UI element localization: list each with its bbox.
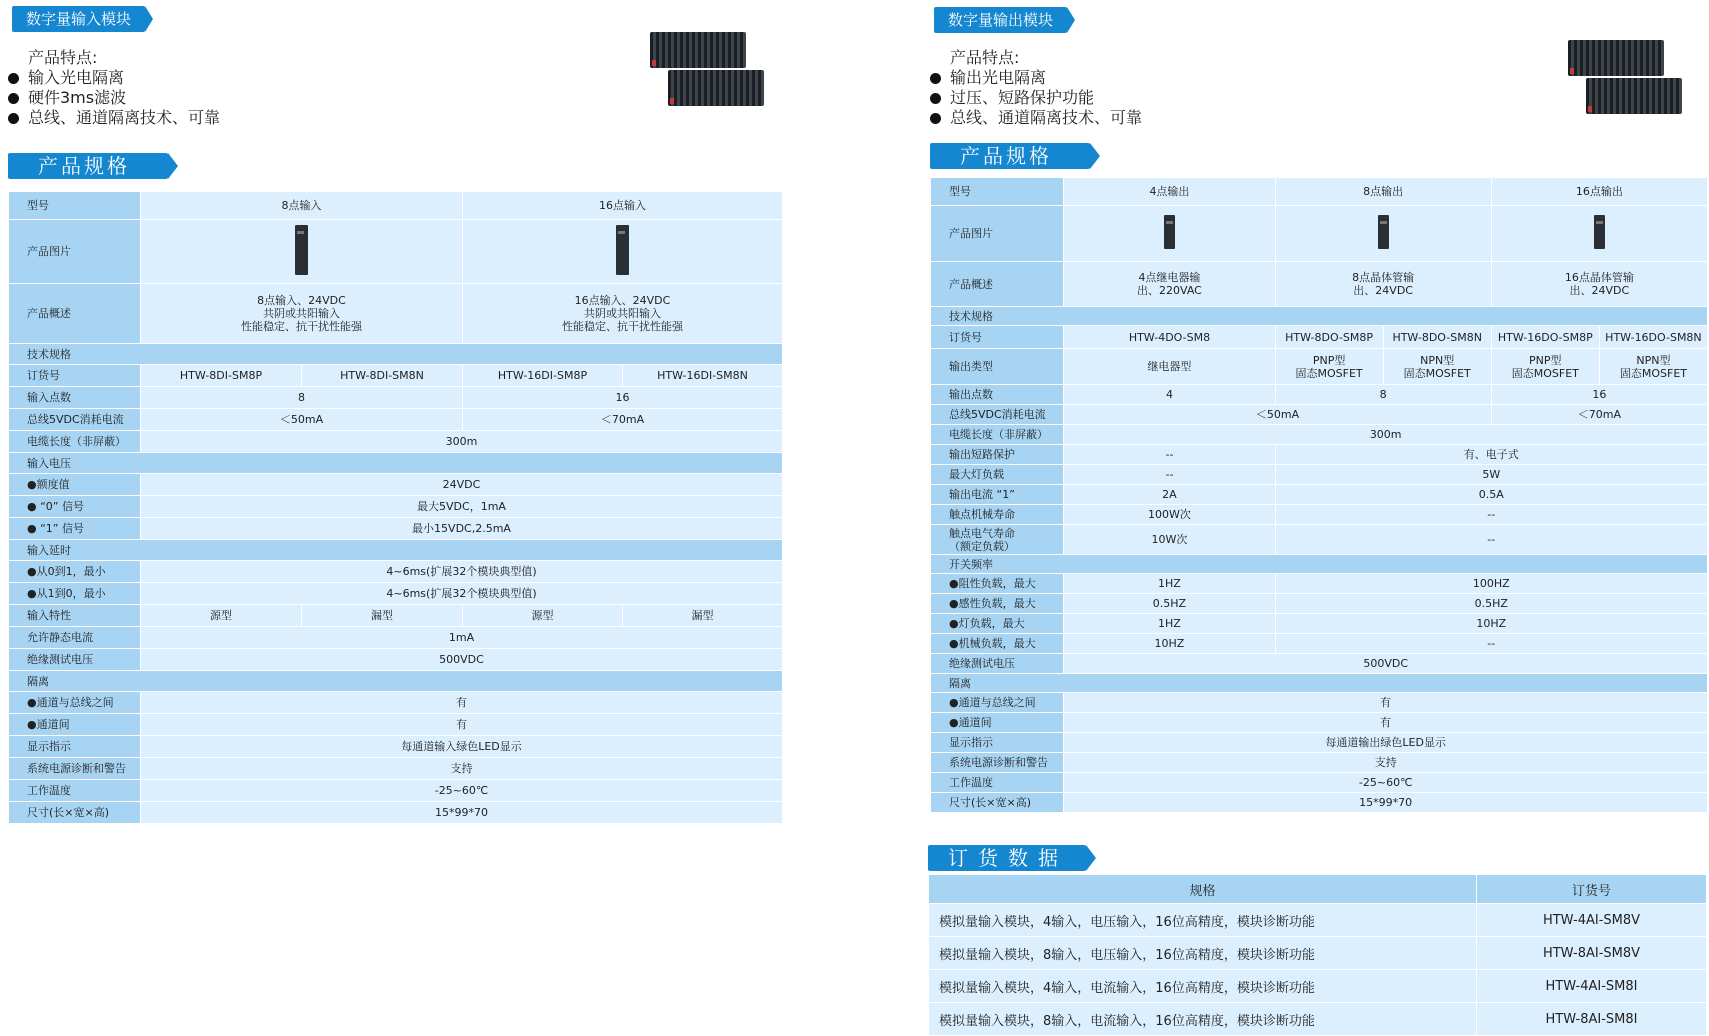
section-label: 隔离 [9, 671, 783, 692]
order-spec: 模拟量输入模块，8输入，电压输入，16位高精度，模块诊断功能 [929, 937, 1477, 970]
order-spec: 模拟量输入模块，4输入，电压输入，16位高精度，模块诊断功能 [929, 904, 1477, 937]
type-line: 固态MOSFET [1619, 366, 1687, 380]
order-cell: HTW-16DO-SM8P [1491, 326, 1599, 349]
row-label: 产品概述 [9, 284, 141, 344]
model-cell: 4点输出 [1064, 178, 1275, 206]
value-cell: 8 [141, 387, 463, 409]
value-cell: 每通道输入绿色LED显示 [141, 736, 783, 758]
type-line: PNP型 [1529, 353, 1562, 367]
order-data-header: 订货数据 [928, 845, 1086, 871]
device-icon [616, 225, 629, 275]
row-label: 型号 [931, 178, 1064, 206]
order-cell: HTW-4DO-SM8 [1064, 326, 1275, 349]
row-label: 输出类型 [931, 349, 1064, 385]
value-cell [1491, 349, 1599, 385]
row-label: 系统电源诊断和警告 [931, 753, 1064, 773]
value-cell: 源型 [463, 605, 623, 627]
model-cell: 8点输入 [141, 192, 463, 220]
row-label [931, 525, 1064, 555]
row-label: ●从0到1，最小 [9, 561, 141, 583]
value-cell: -25~60℃ [1064, 773, 1708, 793]
row-label: 绝缘测试电压 [9, 649, 141, 671]
row-label: 绝缘测试电压 [931, 654, 1064, 674]
row-label: 尺寸(长×宽×高) [931, 793, 1064, 813]
value-cell: 16 [463, 387, 783, 409]
value-cell: 300m [141, 431, 783, 453]
device-icon [1378, 215, 1389, 249]
value-cell: 0.5HZ [1064, 594, 1275, 614]
value-cell: 10HZ [1275, 614, 1707, 634]
row-label: 输出电流 “1” [931, 485, 1064, 505]
value-cell: -- [1275, 505, 1707, 525]
row-label: ●机械负载，最大 [931, 634, 1064, 654]
row-label: 系统电源诊断和警告 [9, 758, 141, 780]
value-cell: 10HZ [1064, 634, 1275, 654]
value-cell: 24VDC [141, 474, 783, 496]
value-cell: 有 [141, 714, 783, 736]
table-row [929, 937, 1707, 970]
desc-line: 8点晶体管输 [1352, 271, 1415, 284]
value-cell: 最大5VDC，1mA [141, 496, 783, 518]
device-icon [1594, 215, 1605, 249]
value-cell: 1HZ [1064, 574, 1275, 594]
desc-line: 16点晶体管输 [1564, 271, 1634, 284]
desc-cell [1275, 262, 1491, 307]
value-cell: 15*99*70 [141, 802, 783, 824]
row-label: ●从1到0，最小 [9, 583, 141, 605]
section-label: 输入延时 [9, 540, 783, 561]
row-label: ●通道间 [9, 714, 141, 736]
value-cell: 100W次 [1064, 505, 1275, 525]
order-col-header: 订货号 [1477, 875, 1707, 904]
type-line: NPN型 [1420, 353, 1455, 367]
order-data-table [928, 874, 1707, 1036]
value-cell: 1HZ [1064, 614, 1275, 634]
output-spec-table [930, 177, 1708, 813]
row-label: 工作温度 [931, 773, 1064, 793]
type-line: 固态MOSFET [1511, 366, 1579, 380]
row-label: ●灯负载，最大 [931, 614, 1064, 634]
value-cell: 4 [1064, 385, 1275, 405]
value-cell: 有 [1064, 693, 1708, 713]
order-cell: HTW-16DO-SM8N [1599, 326, 1707, 349]
type-line: 固态MOSFET [1295, 366, 1363, 380]
input-spec-table [8, 191, 783, 824]
type-line: 固态MOSFET [1403, 366, 1471, 380]
row-label: 产品图片 [931, 206, 1064, 262]
row-label: 订货号 [931, 326, 1064, 349]
product-picture [1064, 206, 1275, 262]
order-code: HTW-4AI-SM8I [1477, 970, 1707, 1003]
value-cell: 8 [1275, 385, 1491, 405]
order-code: HTW-8AI-SM8I [1477, 1003, 1707, 1036]
row-label: 尺寸(长×宽×高) [9, 802, 141, 824]
value-cell: ＜70mA [1491, 405, 1707, 425]
value-cell: 继电器型 [1064, 349, 1275, 385]
desc-line: 性能稳定、抗干扰性能强 [562, 320, 683, 333]
value-cell: 最小15VDC,2.5mA [141, 518, 783, 540]
row-label: 型号 [9, 192, 141, 220]
order-spec: 模拟量输入模块，4输入，电流输入，16位高精度，模块诊断功能 [929, 970, 1477, 1003]
desc-line: 性能稳定、抗干扰性能强 [241, 320, 362, 333]
product-picture [1491, 206, 1707, 262]
value-cell: 4~6ms(扩展32个模块典型值) [141, 583, 783, 605]
value-cell: 2A [1064, 485, 1275, 505]
row-label: 输出点数 [931, 385, 1064, 405]
order-code: HTW-8AI-SM8V [1477, 937, 1707, 970]
order-cell: HTW-8DI-SM8P [141, 365, 302, 387]
type-line: PNP型 [1312, 353, 1346, 367]
desc-cell [1064, 262, 1275, 307]
row-label: 显示指示 [9, 736, 141, 758]
model-cell: 16点输出 [1491, 178, 1707, 206]
table-row [929, 1003, 1707, 1036]
row-label: 总线5VDC消耗电流 [9, 409, 141, 431]
value-cell: -- [1275, 525, 1707, 555]
row-label: 总线5VDC消耗电流 [931, 405, 1064, 425]
order-spec: 模拟量输入模块，8输入，电流输入，16位高精度，模块诊断功能 [929, 1003, 1477, 1036]
section-label: 输入电压 [9, 453, 783, 474]
order-cell: HTW-16DI-SM8P [463, 365, 623, 387]
output-features [930, 48, 1142, 128]
device-icon [295, 225, 308, 275]
row-label: 电缆长度（非屏蔽） [931, 425, 1064, 445]
desc-line: 出、220VAC [1137, 284, 1202, 297]
feature-item: 硬件3ms滤波 [8, 88, 220, 108]
row-label: 允许静态电流 [9, 627, 141, 649]
order-cell: HTW-8DO-SM8N [1383, 326, 1491, 349]
value-cell: 500VDC [141, 649, 783, 671]
row-label: 产品概述 [931, 262, 1064, 307]
value-cell: 100HZ [1275, 574, 1707, 594]
module-photo-icon [1568, 40, 1688, 120]
value-cell: 漏型 [302, 605, 463, 627]
row-label: ●额度值 [9, 474, 141, 496]
desc-line: 共阴或共阳输入 [584, 307, 661, 320]
row-label: ●感性负载，最大 [931, 594, 1064, 614]
row-label: ●通道间 [931, 713, 1064, 733]
section-label: 开关频率 [931, 555, 1708, 574]
row-label: ●阻性负载，最大 [931, 574, 1064, 594]
section-label: 技术规格 [9, 344, 783, 365]
row-label: ● “1” 信号 [9, 518, 141, 540]
product-picture [141, 220, 463, 284]
value-cell: 4~6ms(扩展32个模块典型值) [141, 561, 783, 583]
value-cell: 漏型 [623, 605, 783, 627]
table-row [929, 970, 1707, 1003]
label-line: （额定负载） [949, 539, 1015, 553]
spec-header: 产品规格 [8, 153, 168, 179]
value-cell [1383, 349, 1491, 385]
type-line: NPN型 [1636, 353, 1671, 367]
spec-header: 产品规格 [930, 143, 1090, 169]
row-label: 输入点数 [9, 387, 141, 409]
desc-line: 4点继电器输 [1138, 271, 1201, 284]
feature-item: 输出光电隔离 [930, 68, 1142, 88]
value-cell: 16 [1491, 385, 1707, 405]
feature-item: 过压、短路保护功能 [930, 88, 1142, 108]
value-cell: ＜70mA [463, 409, 783, 431]
desc-line: 出、24VDC [1569, 284, 1630, 297]
value-cell: 有 [1064, 713, 1708, 733]
value-cell [1275, 349, 1383, 385]
value-cell: 10W次 [1064, 525, 1275, 555]
row-label: 产品图片 [9, 220, 141, 284]
row-label: 输入特性 [9, 605, 141, 627]
value-cell: ＜50mA [141, 409, 463, 431]
row-label: ●通道与总线之间 [9, 692, 141, 714]
value-cell: 每通道输出绿色LED显示 [1064, 733, 1708, 753]
value-cell: 0.5HZ [1275, 594, 1707, 614]
features-title: 产品特点: [950, 48, 1020, 67]
desc-cell [463, 284, 783, 344]
product-picture [463, 220, 783, 284]
row-label: ●通道与总线之间 [931, 693, 1064, 713]
value-cell: -25~60℃ [141, 780, 783, 802]
features-title: 产品特点: [28, 48, 98, 67]
row-label: 电缆长度（非屏蔽） [9, 431, 141, 453]
row-label: 显示指示 [931, 733, 1064, 753]
table-row [929, 904, 1707, 937]
value-cell: 支持 [141, 758, 783, 780]
desc-cell [1491, 262, 1707, 307]
model-cell: 16点输入 [463, 192, 783, 220]
value-cell: 5W [1275, 465, 1707, 485]
output-module-title: 数字量输出模块 [934, 7, 1067, 33]
value-cell: 15*99*70 [1064, 793, 1708, 813]
value-cell [1599, 349, 1707, 385]
row-label: 工作温度 [9, 780, 141, 802]
input-features [8, 48, 220, 128]
value-cell: 源型 [141, 605, 302, 627]
label-line: 触点电气寿命 [949, 526, 1015, 540]
section-label: 隔离 [931, 674, 1708, 693]
value-cell: -- [1275, 634, 1707, 654]
order-code: HTW-4AI-SM8V [1477, 904, 1707, 937]
module-photo-icon [650, 32, 770, 112]
desc-line: 出、24VDC [1353, 284, 1413, 297]
model-cell: 8点输出 [1275, 178, 1491, 206]
section-label: 技术规格 [931, 307, 1708, 326]
row-label: 订货号 [9, 365, 141, 387]
row-label: 输出短路保护 [931, 445, 1064, 465]
value-cell: 有、电子式 [1275, 445, 1707, 465]
desc-line: 8点输入、24VDC [257, 294, 346, 307]
order-cell: HTW-8DI-SM8N [302, 365, 463, 387]
value-cell: 有 [141, 692, 783, 714]
order-col-header: 规格 [929, 875, 1477, 904]
feature-item: 总线、通道隔离技术、可靠 [8, 108, 220, 128]
desc-line: 16点输入、24VDC [574, 294, 671, 307]
value-cell: -- [1064, 465, 1275, 485]
input-module-title: 数字量输入模块 [12, 6, 145, 32]
order-cell: HTW-16DI-SM8N [623, 365, 783, 387]
feature-item: 输入光电隔离 [8, 68, 220, 88]
row-label: 最大灯负载 [931, 465, 1064, 485]
row-label: ● “0” 信号 [9, 496, 141, 518]
value-cell: 1mA [141, 627, 783, 649]
value-cell: 0.5A [1275, 485, 1707, 505]
value-cell: ＜50mA [1064, 405, 1491, 425]
row-label: 触点机械寿命 [931, 505, 1064, 525]
device-icon [1164, 215, 1175, 249]
value-cell: 500VDC [1064, 654, 1708, 674]
feature-item: 总线、通道隔离技术、可靠 [930, 108, 1142, 128]
value-cell: 支持 [1064, 753, 1708, 773]
desc-cell [141, 284, 463, 344]
order-cell: HTW-8DO-SM8P [1275, 326, 1383, 349]
product-picture [1275, 206, 1491, 262]
value-cell: -- [1064, 445, 1275, 465]
desc-line: 共阴或共阳输入 [263, 307, 340, 320]
value-cell: 300m [1064, 425, 1708, 445]
